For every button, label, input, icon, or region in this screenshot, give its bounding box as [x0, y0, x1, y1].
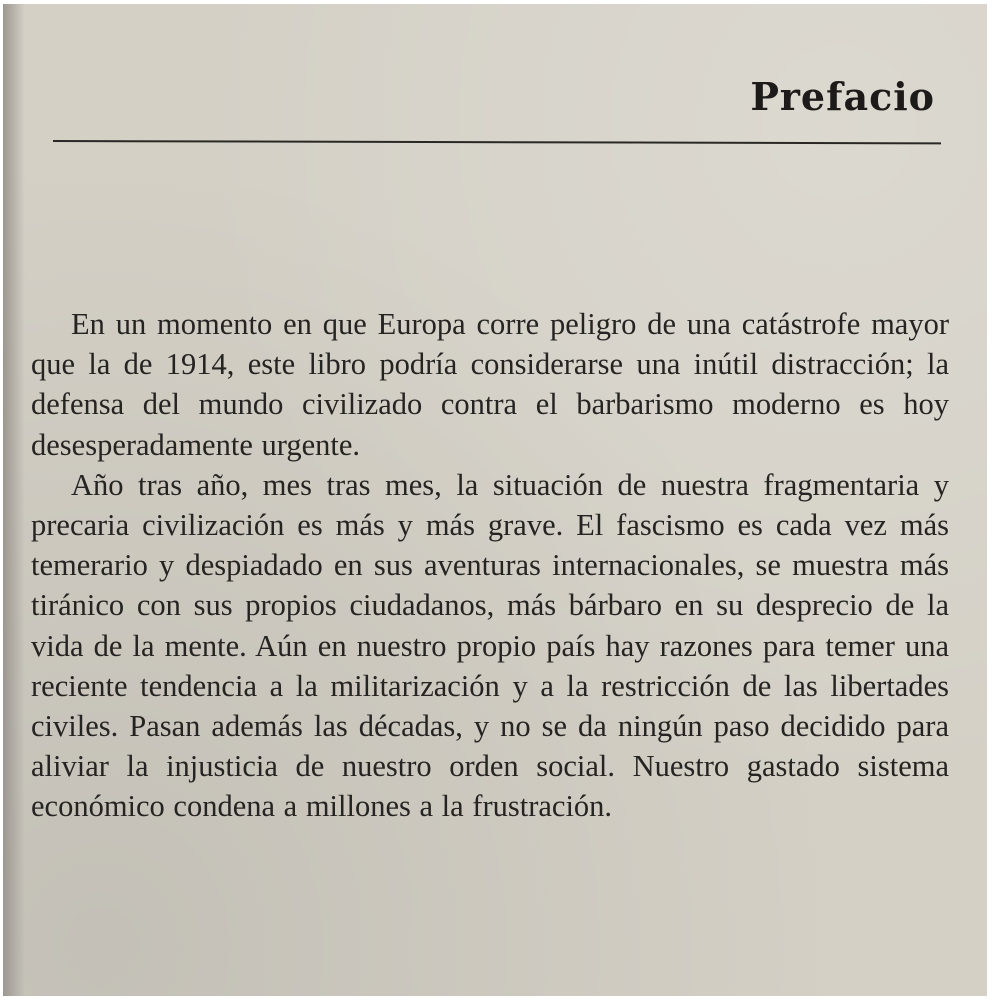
paragraph-2: Año tras año, mes tras mes, la situación de nuestra fragmentaria y precaria civilización es más y más grave. El fascismo es cada vez más temerario y despiadado en sus aventuras internacionales, se muestra más tiránico con sus propios ciudadanos, más bárbaro en su desprecio de la vida de la mente. Aún en nuestro propio país hay razones para temer una reciente tendencia a la militarización y a la restricción de las libertades civiles. Pasan además las décadas, y no se da ningún paso decidido para aliviar la injusticia de nuestro orden social. Nuestro gastado sistema económico condena a millones a la frustración. [31, 467, 949, 824]
paragraph-1: En un momento en que Europa corre peligro de una catástrofe mayor que la de 1914, este libro podría considerarse una inútil distracción; la defensa del mundo civilizado contra el barbarismo moderno es hoy desesperadamente urgente. [31, 307, 949, 462]
chapter-title: Prefacio [750, 74, 935, 119]
title-rule [53, 140, 941, 144]
body-text [31, 304, 949, 827]
book-page [3, 4, 987, 996]
page-edge-shadow [3, 4, 25, 996]
